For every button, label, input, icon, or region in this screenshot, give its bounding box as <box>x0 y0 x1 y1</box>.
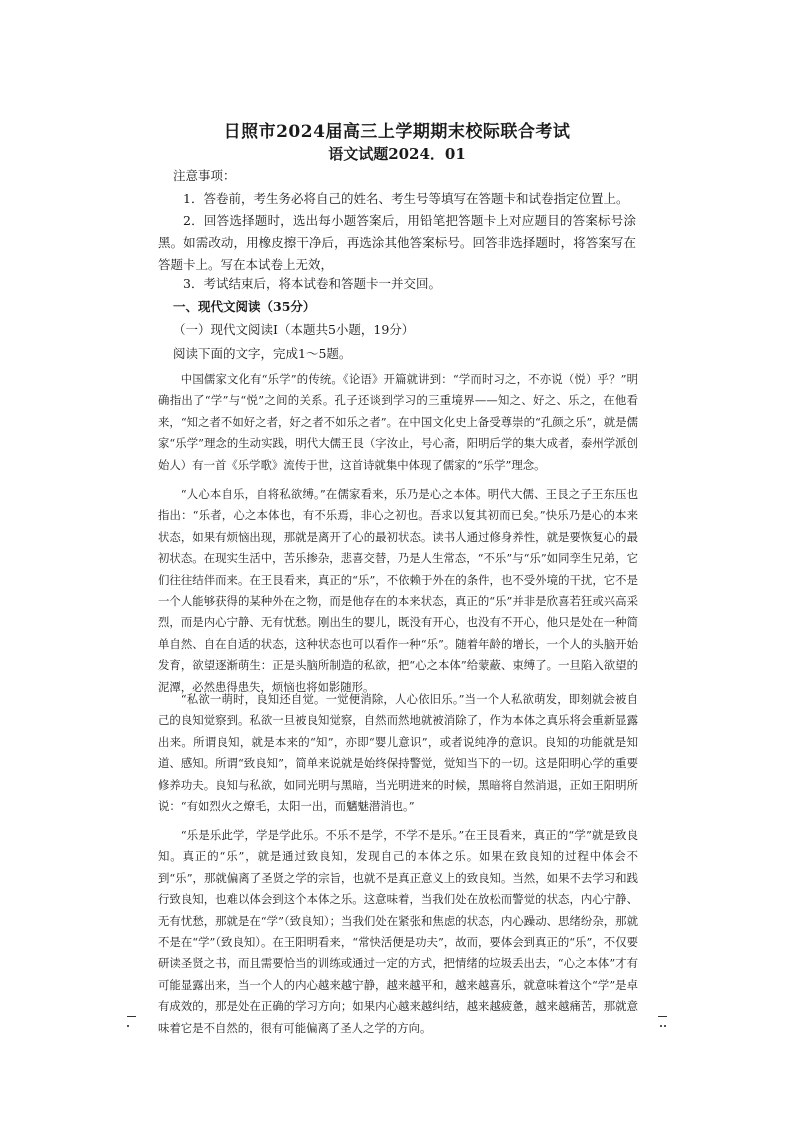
notice-heading: 注意事项： <box>173 168 236 183</box>
section-sub-heading: （一）现代文阅读Ⅰ（本题共5小题，19分） <box>173 322 415 337</box>
reading-instruction: 阅读下面的文字，完成1～5题。 <box>173 346 352 361</box>
scan-dot <box>660 1025 662 1027</box>
scan-dot <box>127 1025 129 1027</box>
notice-item-1: 1．答卷前，考生务必将自己的姓名、考生号等填写在答题卡和试卷指定位置上。 <box>183 191 629 206</box>
passage-paragraph-4: “乐是乐此学，学是学此乐。不乐不是学，不学不是乐。”在王艮看来，真正的“学”就是致良知。真正的“乐”，就是通过致良知，发现自己的本体之乐。如果在致良知的过程中体会不到“乐”，那就偏离了圣贤之学的宗旨，也就不是真正意义上的致良知。当然，如果不去学习和践行致良知，也难以体会到这个本体之乐。这意味着，当我们处在放松而警觉的状态，内心宁静、无有忧愁，那就是在“学”（致良知）；当我们处在紧张和焦虑的状态，内心躁动、思绪纷杂，那就不是在“学”（致良知）。在王阳明看来，“常快活便是功夫”，故而，要体会到真正的“乐”，不仅要研读圣贤之书，而且需要恰当的训练或通过一定的方式，把情绪的垃圾丢出去，“心之本体”才有可能显露出来，当一个人的内心越来越宁静，越来越平和，越来越喜乐，就意味着这个“学”是卓有成效的，那是处在正确的学习方向；如果内心越来越纠结，越来越疲惫，越来越痛苦，那就意味着它是不自然的，很有可能偏离了圣人之学的方向。 <box>158 828 638 1035</box>
scan-dot <box>664 1025 666 1027</box>
notice-item-3: 3．考试结束后，将本试卷和答题卡一并交回。 <box>183 276 441 291</box>
page-mark-right <box>658 1016 667 1017</box>
page-mark-left <box>127 1016 136 1017</box>
section-heading: 一、现代文阅读（35分） <box>173 299 316 314</box>
exam-title: 日照市2024届高三上学期期末校际联合考试 <box>223 122 571 142</box>
notice-item-2: 2．回答选择题时，选出每小题答案后，用铅笔把答题卡上对应题目的答案标号涂黑。如需改动，用橡皮擦干净后，再选涂其他答案标号。回答非选择题时，将答案写在答题卡上。写在本试卷上无效， <box>158 213 636 272</box>
passage-paragraph-1: 中国儒家文化有“乐学”的传统。《论语》开篇就讲到：“学而时习之，不亦说（悦）乎？”明确指出了“学”与“悦”之间的关系。孔子还谈到学习的三重境界——知之、好之、乐之，在他看来，“知之者不如好之者，好之者不如乐之者”。在中国文化史上备受尊崇的“孔颜之乐”，就是儒家“乐学”理念的生动实践，明代大儒王艮（字汝止，号心斋，阳明后学的集大成者，泰州学派创始人）有一首《乐学歌》流传于世，这首诗就集中体现了儒家的“乐学”理念。 <box>158 372 638 472</box>
exam-subtitle: 语文试题2024．01 <box>328 145 466 163</box>
passage-paragraph-3: “私欲一萌时，良知还自觉。一觉便消除，人心依旧乐。”当一个人私欲萌发，即刻就会被自己的良知觉察到。私欲一旦被良知觉察，自然而然地就被消除了，作为本体之真乐将会重新显露出来。所谓良知，就是本来的“知”，亦即“婴儿意识”，或者说纯净的意识。良知的功能就是知道、感知。所谓“致良知”，简单来说就是始终保持警觉，觉知当下的一切。这是阳明心学的重要修养功夫。良知与私欲，如同光明与黑暗，当光明进来的时候，黑暗将自然消退，正如王阳明所说：“有如烈火之燎毛，太阳一出，而魑魅潜消也。” <box>158 692 638 814</box>
passage-paragraph-2: “人心本自乐，自将私欲缚。”在儒家看来，乐乃是心之本体。明代大儒、王艮之子王东压也指出：“乐者，心之本体也，有不乐焉，非心之初也。吾求以复其初而已矣。”快乐乃是心的本来状态，如果有烦恼出现，那就是离开了心的最初状态。读书人通过修身养性，就是要恢复心的最初状态。在现实生活中，苦乐掺杂，悲喜交替，乃是人生常态，“不乐”与“乐”如同孪生兄弟，它们往往结伴而来。在王艮看来，真正的“乐”，不依赖于外在的条件，也不受外境的干扰，它不是一个人能够获得的某种外在之物，而是他存在的本来状态，真正的“乐”并非是欣喜若狂或兴高采烈，而是内心宁静、无有忧愁。刚出生的婴儿，既没有开心，也没有不开心，他只是处在一种简单自然、自在自适的状态，这种状态也可以看作一种“乐”。随着年龄的增长，一个人的头脑开始发育，欲望逐渐萌生：正是头脑所制造的私欲，把“心之本体”给蒙蔽、束缚了。一旦陷入欲望的泥潭，必然患得患失，烦恼也将如影随形。 <box>158 487 638 694</box>
